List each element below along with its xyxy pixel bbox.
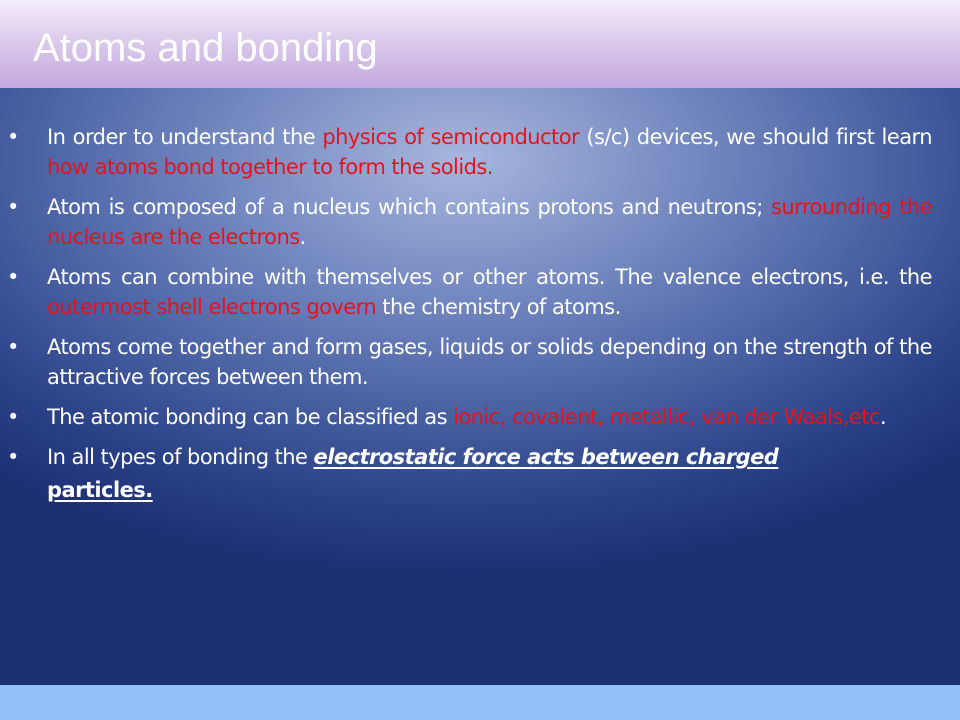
- title-bar: [0, 0, 960, 88]
- bullet-text: Atom is composed of a nucleus which contains protons and neutrons;: [47, 195, 772, 219]
- bullet-item: [47, 442, 932, 508]
- bullet-item: [47, 192, 932, 252]
- highlight-text: how atoms bond together to form the solids.: [47, 155, 493, 179]
- slide-title: Atoms and bonding: [33, 26, 378, 70]
- bullet-text: (s/c) devices, we should first learn: [579, 125, 932, 149]
- bullet-text: .: [299, 225, 306, 249]
- bullet-text: Atoms can combine with themselves or other atoms. The valence electrons, i.e. the: [47, 265, 932, 289]
- bullet-text: In all types of bonding the: [47, 445, 314, 469]
- bottom-bar: [0, 685, 960, 720]
- bullet-item: [47, 402, 932, 432]
- highlight-text: outermost shell electrons govern: [47, 295, 377, 319]
- bullet-text: The atomic bonding can be classified as: [47, 405, 454, 429]
- bullet-text: Atoms come together and form gases, liquids or solids depending on the strength of the attractive forces between them.: [47, 335, 932, 389]
- highlight-text: surrounding the nucleus are the electrons: [47, 195, 932, 249]
- bullet-text: In order to understand the: [47, 125, 323, 149]
- bullet-item: [47, 332, 932, 392]
- highlight-text: physics of semiconductor: [322, 125, 580, 149]
- bullet-text: .: [879, 405, 887, 429]
- emphasis-text: electrostatic force acts between charged: [313, 445, 779, 469]
- bullet-item: [47, 262, 932, 322]
- highlight-text: ionic, covalent, metallic, van der Waals,etc: [453, 405, 880, 429]
- bullet-list: [47, 122, 932, 518]
- bullet-text: the chemistry of atoms.: [376, 295, 621, 319]
- emphasis-text: particles.: [47, 478, 153, 502]
- bullet-item: [47, 122, 932, 182]
